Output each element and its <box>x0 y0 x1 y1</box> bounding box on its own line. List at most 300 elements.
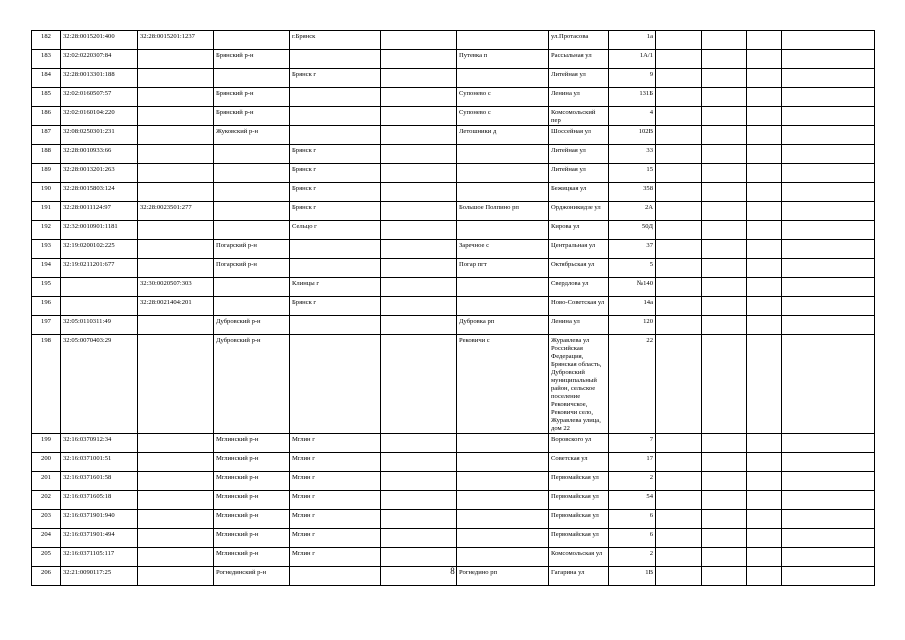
settlement-cell <box>457 221 549 240</box>
empty-cell <box>656 69 702 88</box>
parent-cadastral-number-cell <box>138 145 214 164</box>
settlement-cell <box>457 69 549 88</box>
empty-cell <box>702 453 747 472</box>
district-cell: Мглинский р-н <box>214 434 290 453</box>
district-cell: Брянский р-н <box>214 50 290 69</box>
district-cell: Дубровский р-н <box>214 335 290 434</box>
empty-cell <box>381 434 457 453</box>
district-cell: Мглинский р-н <box>214 453 290 472</box>
cadastral-number-cell: 32:02:0160507:57 <box>61 88 138 107</box>
street-cell: Первомайская ул <box>549 491 609 510</box>
empty-cell <box>782 548 875 567</box>
district-cell: Брянский р-н <box>214 107 290 126</box>
empty-cell <box>702 297 747 316</box>
street-cell: Бежицкая ул <box>549 183 609 202</box>
empty-cell <box>747 126 782 145</box>
table-row <box>32 145 875 164</box>
house-number-cell: 2 <box>609 472 656 491</box>
district-cell: Мглинский р-н <box>214 548 290 567</box>
cadastral-number-cell <box>61 297 138 316</box>
empty-cell <box>656 548 702 567</box>
table-row <box>32 202 875 221</box>
table-row <box>32 31 875 50</box>
empty-cell <box>656 529 702 548</box>
street-cell: Воровского ул <box>549 434 609 453</box>
district-cell: Мглинский р-н <box>214 510 290 529</box>
empty-cell <box>656 491 702 510</box>
city-cell: Клинцы г <box>290 278 381 297</box>
settlement-cell <box>457 297 549 316</box>
empty-cell <box>782 202 875 221</box>
empty-cell <box>381 297 457 316</box>
table-row <box>32 510 875 529</box>
table-row <box>32 50 875 69</box>
district-cell: Мглинский р-н <box>214 491 290 510</box>
empty-cell <box>381 548 457 567</box>
table-row <box>32 164 875 183</box>
cadastral-number-cell: 32:28:0013201:263 <box>61 164 138 183</box>
parent-cadastral-number-cell <box>138 107 214 126</box>
empty-cell <box>656 259 702 278</box>
street-cell: Орджоникидзе ул <box>549 202 609 221</box>
empty-cell <box>702 510 747 529</box>
empty-cell <box>747 297 782 316</box>
city-cell <box>290 335 381 434</box>
empty-cell <box>381 278 457 297</box>
empty-cell <box>747 107 782 126</box>
street-cell: Октябрьская ул <box>549 259 609 278</box>
empty-cell <box>381 202 457 221</box>
empty-cell <box>782 69 875 88</box>
cadastral-number-cell: 32:21:0090117:25 <box>61 567 138 586</box>
cadastral-number-cell <box>61 278 138 297</box>
parent-cadastral-number-cell: 32:28:0015201:1237 <box>138 31 214 50</box>
city-cell: Брянск г <box>290 69 381 88</box>
cadastral-number-cell: 32:16:0371901:940 <box>61 510 138 529</box>
parent-cadastral-number-cell <box>138 529 214 548</box>
row-number-cell: 183 <box>32 50 61 69</box>
empty-cell <box>656 510 702 529</box>
empty-cell <box>747 259 782 278</box>
empty-cell <box>656 107 702 126</box>
empty-cell <box>702 472 747 491</box>
city-cell: Сельцо г <box>290 221 381 240</box>
row-number-cell: 196 <box>32 297 61 316</box>
settlement-cell <box>457 31 549 50</box>
empty-cell <box>381 69 457 88</box>
parent-cadastral-number-cell: 32:28:0021404:201 <box>138 297 214 316</box>
settlement-cell <box>457 548 549 567</box>
empty-cell <box>702 548 747 567</box>
cadastral-number-cell: 32:16:0371901:494 <box>61 529 138 548</box>
empty-cell <box>381 472 457 491</box>
house-number-cell: 14а <box>609 297 656 316</box>
settlement-cell: Супонево с <box>457 88 549 107</box>
row-number-cell: 193 <box>32 240 61 259</box>
empty-cell <box>747 50 782 69</box>
empty-cell <box>782 472 875 491</box>
empty-cell <box>782 529 875 548</box>
settlement-cell <box>457 164 549 183</box>
empty-cell <box>381 88 457 107</box>
street-cell: Комсомольская ул <box>549 548 609 567</box>
house-number-cell: 37 <box>609 240 656 259</box>
settlement-cell <box>457 453 549 472</box>
table-row <box>32 278 875 297</box>
parent-cadastral-number-cell <box>138 472 214 491</box>
empty-cell <box>656 434 702 453</box>
house-number-cell: 33 <box>609 145 656 164</box>
house-number-cell: 54 <box>609 491 656 510</box>
row-number-cell: 184 <box>32 69 61 88</box>
table-row <box>32 240 875 259</box>
empty-cell <box>782 316 875 335</box>
settlement-cell: Дубровка рп <box>457 316 549 335</box>
cadastral-number-cell: 32:28:0015803:124 <box>61 183 138 202</box>
cadastral-number-cell: 32:16:0371605:18 <box>61 491 138 510</box>
parent-cadastral-number-cell <box>138 491 214 510</box>
empty-cell <box>747 31 782 50</box>
empty-cell <box>782 453 875 472</box>
cadastral-number-cell: 32:28:0010933:66 <box>61 145 138 164</box>
settlement-cell <box>457 183 549 202</box>
empty-cell <box>381 50 457 69</box>
house-number-cell: 131Б <box>609 88 656 107</box>
street-cell: Литейная ул <box>549 164 609 183</box>
row-number-cell: 187 <box>32 126 61 145</box>
empty-cell <box>656 31 702 50</box>
house-number-cell: 2А <box>609 202 656 221</box>
house-number-cell: 4 <box>609 107 656 126</box>
house-number-cell: 17 <box>609 453 656 472</box>
street-cell: Комсомольский пер <box>549 107 609 126</box>
table-row <box>32 472 875 491</box>
street-cell: Ленина ул <box>549 88 609 107</box>
parent-cadastral-number-cell <box>138 88 214 107</box>
empty-cell <box>747 510 782 529</box>
cadastral-number-cell: 32:28:0013301:188 <box>61 69 138 88</box>
district-cell: Дубровский р-н <box>214 316 290 335</box>
settlement-cell <box>457 472 549 491</box>
row-number-cell: 204 <box>32 529 61 548</box>
table-row <box>32 107 875 126</box>
empty-cell <box>656 202 702 221</box>
parent-cadastral-number-cell <box>138 69 214 88</box>
street-cell: Гагарина ул <box>549 567 609 586</box>
cadastral-number-cell: 32:28:0015201:400 <box>61 31 138 50</box>
city-cell: Мглин г <box>290 510 381 529</box>
empty-cell <box>782 297 875 316</box>
row-number-cell: 194 <box>32 259 61 278</box>
city-cell: Брянск г <box>290 297 381 316</box>
house-number-cell: 1А/1 <box>609 50 656 69</box>
empty-cell <box>381 510 457 529</box>
empty-cell <box>747 69 782 88</box>
empty-cell <box>747 529 782 548</box>
empty-cell <box>782 221 875 240</box>
parent-cadastral-number-cell <box>138 510 214 529</box>
empty-cell <box>747 316 782 335</box>
table-row <box>32 529 875 548</box>
empty-cell <box>747 335 782 434</box>
cadastral-number-cell: 32:08:0250301:231 <box>61 126 138 145</box>
empty-cell <box>656 88 702 107</box>
page-number: 8 <box>450 566 455 576</box>
empty-cell <box>782 88 875 107</box>
city-cell <box>290 107 381 126</box>
table-row <box>32 453 875 472</box>
empty-cell <box>782 31 875 50</box>
district-cell <box>214 297 290 316</box>
street-cell: Советская ул <box>549 453 609 472</box>
city-cell: Мглин г <box>290 529 381 548</box>
parent-cadastral-number-cell <box>138 548 214 567</box>
empty-cell <box>656 278 702 297</box>
table-row <box>32 434 875 453</box>
district-cell: Мглинский р-н <box>214 472 290 491</box>
empty-cell <box>747 491 782 510</box>
cadastral-number-cell: 32:05:0070403:29 <box>61 335 138 434</box>
table-row <box>32 297 875 316</box>
parent-cadastral-number-cell <box>138 259 214 278</box>
parent-cadastral-number-cell <box>138 164 214 183</box>
empty-cell <box>381 221 457 240</box>
row-number-cell: 189 <box>32 164 61 183</box>
empty-cell <box>702 31 747 50</box>
empty-cell <box>656 145 702 164</box>
empty-cell <box>381 164 457 183</box>
empty-cell <box>747 434 782 453</box>
city-cell: г.Брянск <box>290 31 381 50</box>
district-cell <box>214 69 290 88</box>
city-cell: Мглин г <box>290 453 381 472</box>
row-number-cell: 205 <box>32 548 61 567</box>
cadastral-number-cell: 32:32:0010901:1181 <box>61 221 138 240</box>
empty-cell <box>782 183 875 202</box>
cadastral-number-cell: 32:16:0370912:34 <box>61 434 138 453</box>
settlement-cell: Большое Полпино рп <box>457 202 549 221</box>
empty-cell <box>656 335 702 434</box>
house-number-cell: 50Д <box>609 221 656 240</box>
empty-cell <box>702 50 747 69</box>
settlement-cell: Погар пгт <box>457 259 549 278</box>
empty-cell <box>702 491 747 510</box>
street-cell: Ново-Советская ул <box>549 297 609 316</box>
row-number-cell: 195 <box>32 278 61 297</box>
district-cell <box>214 202 290 221</box>
empty-cell <box>747 202 782 221</box>
street-cell: Ленина ул <box>549 316 609 335</box>
row-number-cell: 190 <box>32 183 61 202</box>
city-cell <box>290 240 381 259</box>
house-number-cell: 15 <box>609 164 656 183</box>
empty-cell <box>702 164 747 183</box>
city-cell: Брянск г <box>290 202 381 221</box>
district-cell: Брянский р-н <box>214 88 290 107</box>
street-cell: Центральная ул <box>549 240 609 259</box>
settlement-cell: Рековичи с <box>457 335 549 434</box>
cadastral-number-cell: 32:19:0200102:225 <box>61 240 138 259</box>
street-cell: Кирова ул <box>549 221 609 240</box>
district-cell <box>214 31 290 50</box>
house-number-cell: 358 <box>609 183 656 202</box>
empty-cell <box>702 88 747 107</box>
settlement-cell: Рогнедино рп <box>457 567 549 586</box>
table-row <box>32 335 875 434</box>
empty-cell <box>782 335 875 434</box>
street-cell: Первомайская ул <box>549 472 609 491</box>
house-number-cell: 9 <box>609 69 656 88</box>
house-number-cell: 5 <box>609 259 656 278</box>
empty-cell <box>656 472 702 491</box>
parent-cadastral-number-cell <box>138 183 214 202</box>
house-number-cell: №140 <box>609 278 656 297</box>
parent-cadastral-number-cell <box>138 221 214 240</box>
empty-cell <box>656 50 702 69</box>
empty-cell <box>702 335 747 434</box>
street-cell: ул.Протасова <box>549 31 609 50</box>
house-number-cell: 22 <box>609 335 656 434</box>
house-number-cell: 120 <box>609 316 656 335</box>
settlement-cell <box>457 434 549 453</box>
empty-cell <box>702 316 747 335</box>
district-cell: Погарский р-н <box>214 259 290 278</box>
city-cell <box>290 316 381 335</box>
city-cell <box>290 126 381 145</box>
empty-cell <box>381 183 457 202</box>
row-number-cell: 201 <box>32 472 61 491</box>
table-row <box>32 126 875 145</box>
empty-cell <box>702 259 747 278</box>
empty-cell <box>656 297 702 316</box>
table-row <box>32 548 875 567</box>
empty-cell <box>782 107 875 126</box>
street-cell: Свердлова ул <box>549 278 609 297</box>
cadastral-number-cell: 32:19:0211201:677 <box>61 259 138 278</box>
empty-cell <box>702 202 747 221</box>
settlement-cell <box>457 278 549 297</box>
empty-cell <box>702 145 747 164</box>
empty-cell <box>782 240 875 259</box>
empty-cell <box>747 164 782 183</box>
cadastral-number-cell: 32:28:0011124:97 <box>61 202 138 221</box>
district-cell <box>214 145 290 164</box>
empty-cell <box>381 316 457 335</box>
empty-cell <box>656 240 702 259</box>
table-row <box>32 69 875 88</box>
parent-cadastral-number-cell <box>138 453 214 472</box>
settlement-cell: Заречное с <box>457 240 549 259</box>
empty-cell <box>381 31 457 50</box>
table-row <box>32 221 875 240</box>
empty-cell <box>702 240 747 259</box>
table-row <box>32 259 875 278</box>
empty-cell <box>782 278 875 297</box>
empty-cell <box>782 259 875 278</box>
city-cell: Мглин г <box>290 472 381 491</box>
street-cell: Литейная ул <box>549 145 609 164</box>
empty-cell <box>656 453 702 472</box>
cadastral-number-cell: 32:16:0371601:58 <box>61 472 138 491</box>
row-number-cell: 186 <box>32 107 61 126</box>
city-cell: Мглин г <box>290 548 381 567</box>
empty-cell <box>702 183 747 202</box>
table-row <box>32 183 875 202</box>
empty-cell <box>656 316 702 335</box>
empty-cell <box>747 221 782 240</box>
city-cell <box>290 50 381 69</box>
table-row <box>32 491 875 510</box>
empty-cell <box>381 259 457 278</box>
row-number-cell: 203 <box>32 510 61 529</box>
city-cell: Мглин г <box>290 434 381 453</box>
cadastral-number-cell: 32:16:0371001:51 <box>61 453 138 472</box>
row-number-cell: 192 <box>32 221 61 240</box>
house-number-cell: 1а <box>609 31 656 50</box>
empty-cell <box>782 491 875 510</box>
empty-cell <box>381 491 457 510</box>
empty-cell <box>381 107 457 126</box>
empty-cell <box>782 434 875 453</box>
row-number-cell: 199 <box>32 434 61 453</box>
register-table <box>31 30 875 586</box>
empty-cell <box>747 278 782 297</box>
district-cell <box>214 183 290 202</box>
empty-cell <box>381 126 457 145</box>
cadastral-number-cell: 32:02:0160104:220 <box>61 107 138 126</box>
row-number-cell: 197 <box>32 316 61 335</box>
cadastral-number-cell: 32:16:0371105:117 <box>61 548 138 567</box>
district-cell: Погарский р-н <box>214 240 290 259</box>
table-row <box>32 316 875 335</box>
district-cell <box>214 164 290 183</box>
district-cell: Жуковский р-н <box>214 126 290 145</box>
empty-cell <box>702 529 747 548</box>
house-number-cell: 102В <box>609 126 656 145</box>
cadastral-number-cell: 32:02:0220307:84 <box>61 50 138 69</box>
table-row <box>32 88 875 107</box>
city-cell: Брянск г <box>290 145 381 164</box>
house-number-cell: 6 <box>609 529 656 548</box>
street-cell: Рассыльная ул <box>549 50 609 69</box>
empty-cell <box>702 126 747 145</box>
settlement-cell: Супонево с <box>457 107 549 126</box>
settlement-cell <box>457 491 549 510</box>
settlement-cell: Летошники д <box>457 126 549 145</box>
street-cell: Первомайская ул <box>549 529 609 548</box>
row-number-cell: 198 <box>32 335 61 434</box>
parent-cadastral-number-cell <box>138 126 214 145</box>
empty-cell <box>702 69 747 88</box>
row-number-cell: 188 <box>32 145 61 164</box>
row-number-cell: 191 <box>32 202 61 221</box>
parent-cadastral-number-cell <box>138 434 214 453</box>
city-cell: Брянск г <box>290 164 381 183</box>
district-cell: Рогнединский р-н <box>214 567 290 586</box>
settlement-cell: Путевка п <box>457 50 549 69</box>
empty-cell <box>656 126 702 145</box>
empty-cell <box>747 88 782 107</box>
street-cell: Шоссейная ул <box>549 126 609 145</box>
empty-cell <box>702 221 747 240</box>
empty-cell <box>782 50 875 69</box>
house-number-cell: 6 <box>609 510 656 529</box>
parent-cadastral-number-cell <box>138 240 214 259</box>
empty-cell <box>747 453 782 472</box>
empty-cell <box>381 453 457 472</box>
district-cell <box>214 221 290 240</box>
table-body <box>32 31 875 586</box>
